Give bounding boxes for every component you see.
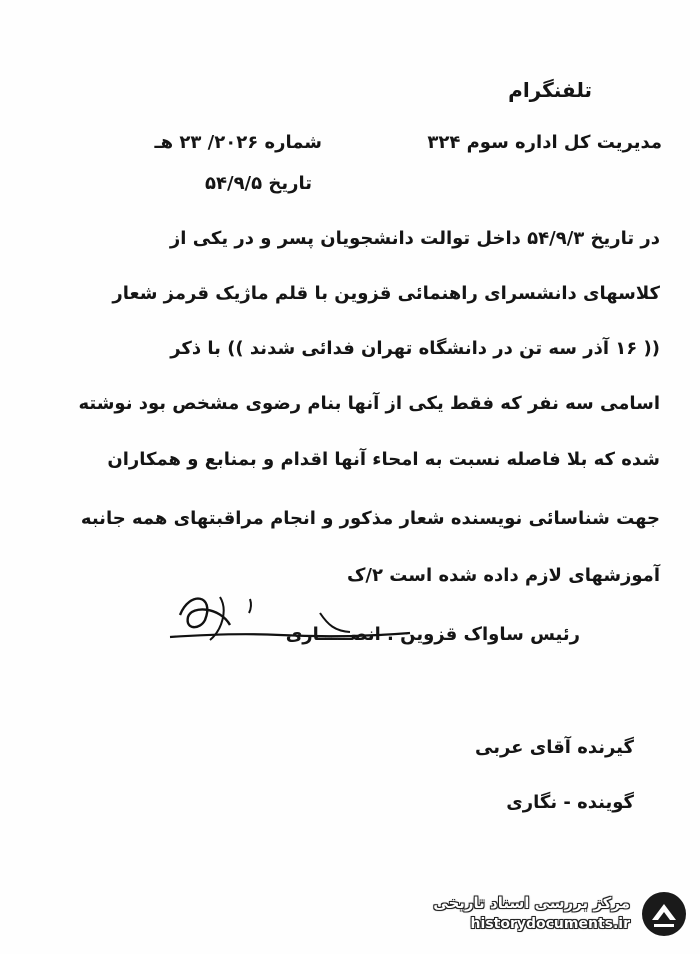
watermark (410, 888, 692, 944)
body-line: اسامی سه نفر که فقط یکی از آنها بنام رضوی مشخص بود نوشته (78, 393, 660, 414)
signature-line: رئیس ساواک قزوین . انصـــــاری (285, 624, 580, 645)
body-line: آموزشهای لازم داده شده است ۲/ک (346, 565, 660, 586)
department-line: مدیریت کل اداره سوم ۳۲۴ (427, 132, 662, 153)
recipient-line: گیرنده آقای عربی (474, 737, 634, 758)
body-line: شده که بلا فاصله نسبت به امحاء آنها اقدام و بمنابع و همکاران (107, 449, 660, 470)
watermark-url: historydocuments.ir (470, 916, 630, 932)
speaker-line: گوینده - نگاری (506, 792, 634, 813)
body-line: کلاسهای دانشسرای راهنمائی قزوین با قلم ماژیک قرمز شعار (112, 283, 660, 304)
body-line: جهت شناسائی نویسنده شعار مذکور و انجام مراقبتهای همه جانبه (80, 508, 660, 529)
archive-logo-icon (640, 890, 688, 938)
body-line: (( ۱۶ آذر سه تن در دانشگاه تهران فدائی شدند )) با ذکر (170, 338, 660, 359)
watermark-title: مرکز بررسی اسناد تاریخی (433, 894, 630, 912)
body-line: در تاریخ ۵۴/۹/۳ داخل توالت دانشجویان پسر و در یکی از (169, 228, 660, 249)
reference-number: شماره ۲۰۲۶/ ۲۳ هـ (154, 132, 322, 153)
document-date: تاریخ ۵۴/۹/۵ (205, 173, 312, 194)
document-title: تلفنگرام (508, 78, 592, 102)
